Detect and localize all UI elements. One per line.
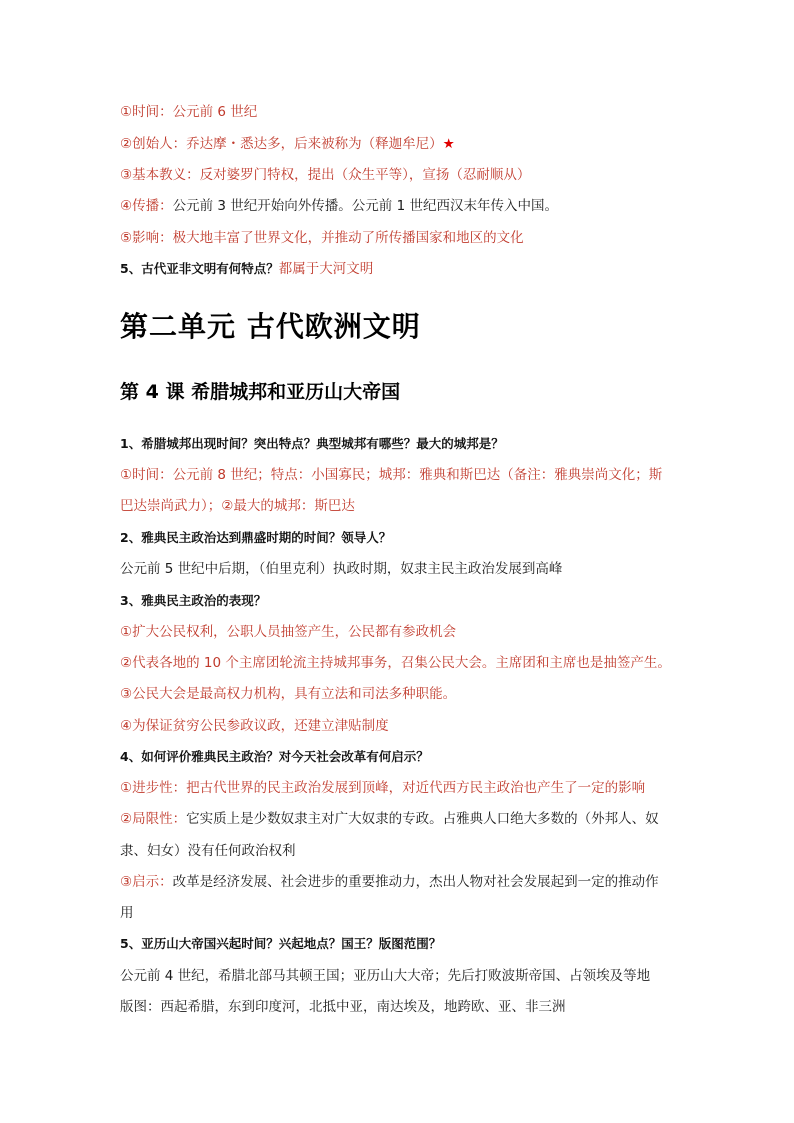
question-5: 5、亚历山大帝国兴起时间？兴起地点？国王？版图范围？ <box>120 936 442 951</box>
asia-africa-answer: 都属于大河文明 <box>278 261 374 277</box>
asia-africa-question-row <box>120 259 373 279</box>
question-4: 4、如何评价雅典民主政治？对今天社会改革有何启示？ <box>120 749 429 764</box>
answer-4-limit-label: ②局限性： <box>120 811 187 827</box>
buddhism-influence: ⑤影响：极大地丰富了世界文化，并推动了所传播国家和地区的文化 <box>120 230 524 246</box>
answer-4-insight-line-1 <box>120 872 659 892</box>
answer-3-item-4: ④为保证贫穷公民参政议政，还建立津贴制度 <box>120 718 389 734</box>
asia-africa-question: 5、古代亚非文明有何特点？ <box>120 261 279 276</box>
answer-4-insight-text: 改革是经济发展、社会进步的重要推动力，杰出人物对社会发展起到一定的推动作 <box>172 874 659 890</box>
answer-4-limit-line-2: 隶、妇女）没有任何政治权利 <box>120 843 296 859</box>
buddhism-time: ①时间：公元前 6 世纪 <box>120 104 258 120</box>
answer-4-insight-label: ③启示： <box>120 874 173 890</box>
answer-1-line-1: ①时间：公元前 8 世纪；特点：小国寡民；城邦：雅典和斯巴达（备注：雅典崇尚文化；斯 <box>120 467 663 483</box>
answer-5-line-2: 版图：西起希腊，东到印度河，北抵中亚，南达埃及，地跨欧、亚、非三洲 <box>120 999 566 1015</box>
answer-5-line-1: 公元前 4 世纪，希腊北部马其顿王国；亚历山大大帝；先后打败波斯帝国、占领埃及等地 <box>120 968 651 984</box>
unit-title: 第二单元 古代欧洲文明 <box>120 310 421 343</box>
answer-3-item-2: ②代表各地的 10 个主席团轮流主持城邦事务，召集公民大会。主席团和主席也是抽签产生。 <box>120 655 671 671</box>
lesson-title: 第 4 课 希腊城邦和亚历山大帝国 <box>120 381 401 403</box>
buddhism-doctrine: ③基本教义：反对婆罗门特权，提出（众生平等），宣扬（忍耐顺从） <box>120 167 531 183</box>
answer-2: 公元前 5 世纪中后期，（伯里克利）执政时期，奴隶主民主政治发展到高峰 <box>120 561 563 577</box>
question-1: 1、希腊城邦出现时间？突出特点？典型城邦有哪些？最大的城邦是？ <box>120 436 504 451</box>
buddhism-spread-text: 公元前 3 世纪开始向外传播。公元前 1 世纪西汉末年传入中国。 <box>172 198 558 214</box>
answer-3-item-1: ①扩大公民权利，公职人员抽签产生，公民都有参政机会 <box>120 624 457 640</box>
buddhism-founder-text: ②创始人：乔达摩・悉达多，后来被称为（释迦牟尼） <box>120 136 443 152</box>
answer-1-line-2: 巴达崇尚武力）；②最大的城邦：斯巴达 <box>120 498 355 514</box>
buddhism-founder <box>120 134 455 154</box>
answer-4-insight-line-2: 用 <box>120 905 134 921</box>
question-3: 3、雅典民主政治的表现？ <box>120 593 267 608</box>
answer-4-limit-text: 它实质上是少数奴隶主对广大奴隶的专政。占雅典人口绝大多数的（外邦人、奴 <box>186 811 659 827</box>
answer-4-limit-line-1 <box>120 809 659 829</box>
answer-4-progress: ①进步性：把古代世界的民主政治发展到顶峰，对近代西方民主政治也产生了一定的影响 <box>120 780 646 796</box>
question-2: 2、雅典民主政治达到鼎盛时期的时间？领导人？ <box>120 530 392 545</box>
buddhism-spread-label: ④传播： <box>120 198 173 214</box>
star-icon: ★ <box>442 136 455 152</box>
buddhism-spread <box>120 196 558 216</box>
answer-3-item-3: ③公民大会是最高权力机构，具有立法和司法多种职能。 <box>120 686 457 702</box>
